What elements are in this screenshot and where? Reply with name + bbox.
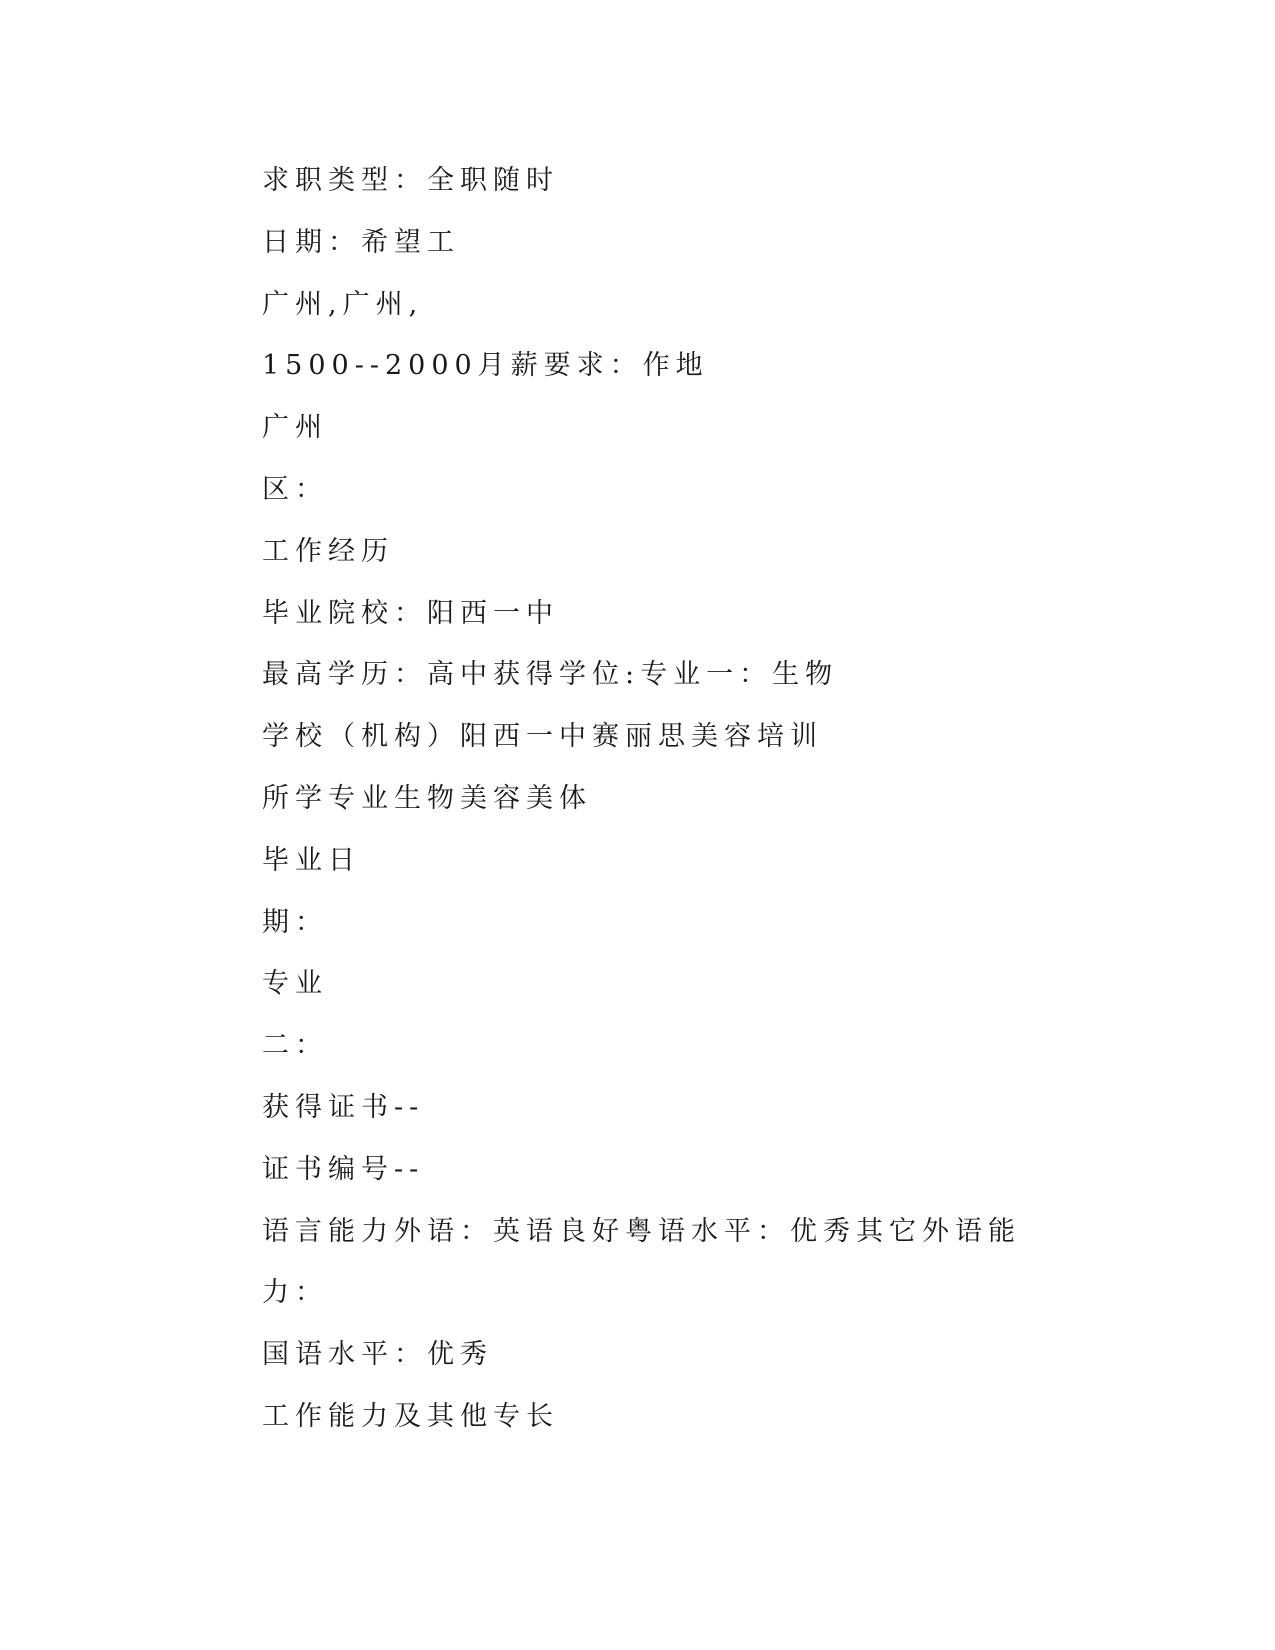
document-body (262, 159, 1022, 1457)
language-ability-continued-line: 力： (262, 1277, 328, 1309)
certificate-line: 获得证书-- (262, 1091, 425, 1123)
institution-line: 学校（机构）阳西一中赛丽思美容培训 (262, 721, 823, 753)
language-ability-line: 语言能力外语：英语良好粤语水平：优秀其它外语能 (262, 1215, 1021, 1247)
job-type-line: 求职类型：全职随时 (262, 165, 559, 196)
location-line: 广州,广州, (262, 288, 424, 320)
graduated-school-line: 毕业院校：阳西一中 (262, 597, 559, 629)
mandarin-level-line: 国语水平：优秀 (262, 1339, 493, 1371)
graduation-date-label: 毕业日 (262, 844, 361, 876)
graduation-date-line: 期： (262, 906, 328, 938)
major-two-label: 专业 (262, 968, 328, 1000)
district-line: 区： (262, 473, 328, 505)
city-line: 广州 (262, 412, 328, 444)
skills-heading: 工作能力及其他专长 (262, 1400, 559, 1432)
major-two-line: 二： (262, 1030, 328, 1062)
education-line: 最高学历：高中获得学位:专业一：生物 (262, 659, 839, 691)
salary-line: 1500--2000月薪要求：作地 (262, 350, 709, 382)
certificate-number-line: 证书编号-- (262, 1153, 425, 1185)
date-line: 日期：希望工 (262, 226, 460, 258)
major-line: 所学专业生物美容美体 (262, 782, 592, 814)
work-experience-heading: 工作经历 (262, 535, 394, 567)
